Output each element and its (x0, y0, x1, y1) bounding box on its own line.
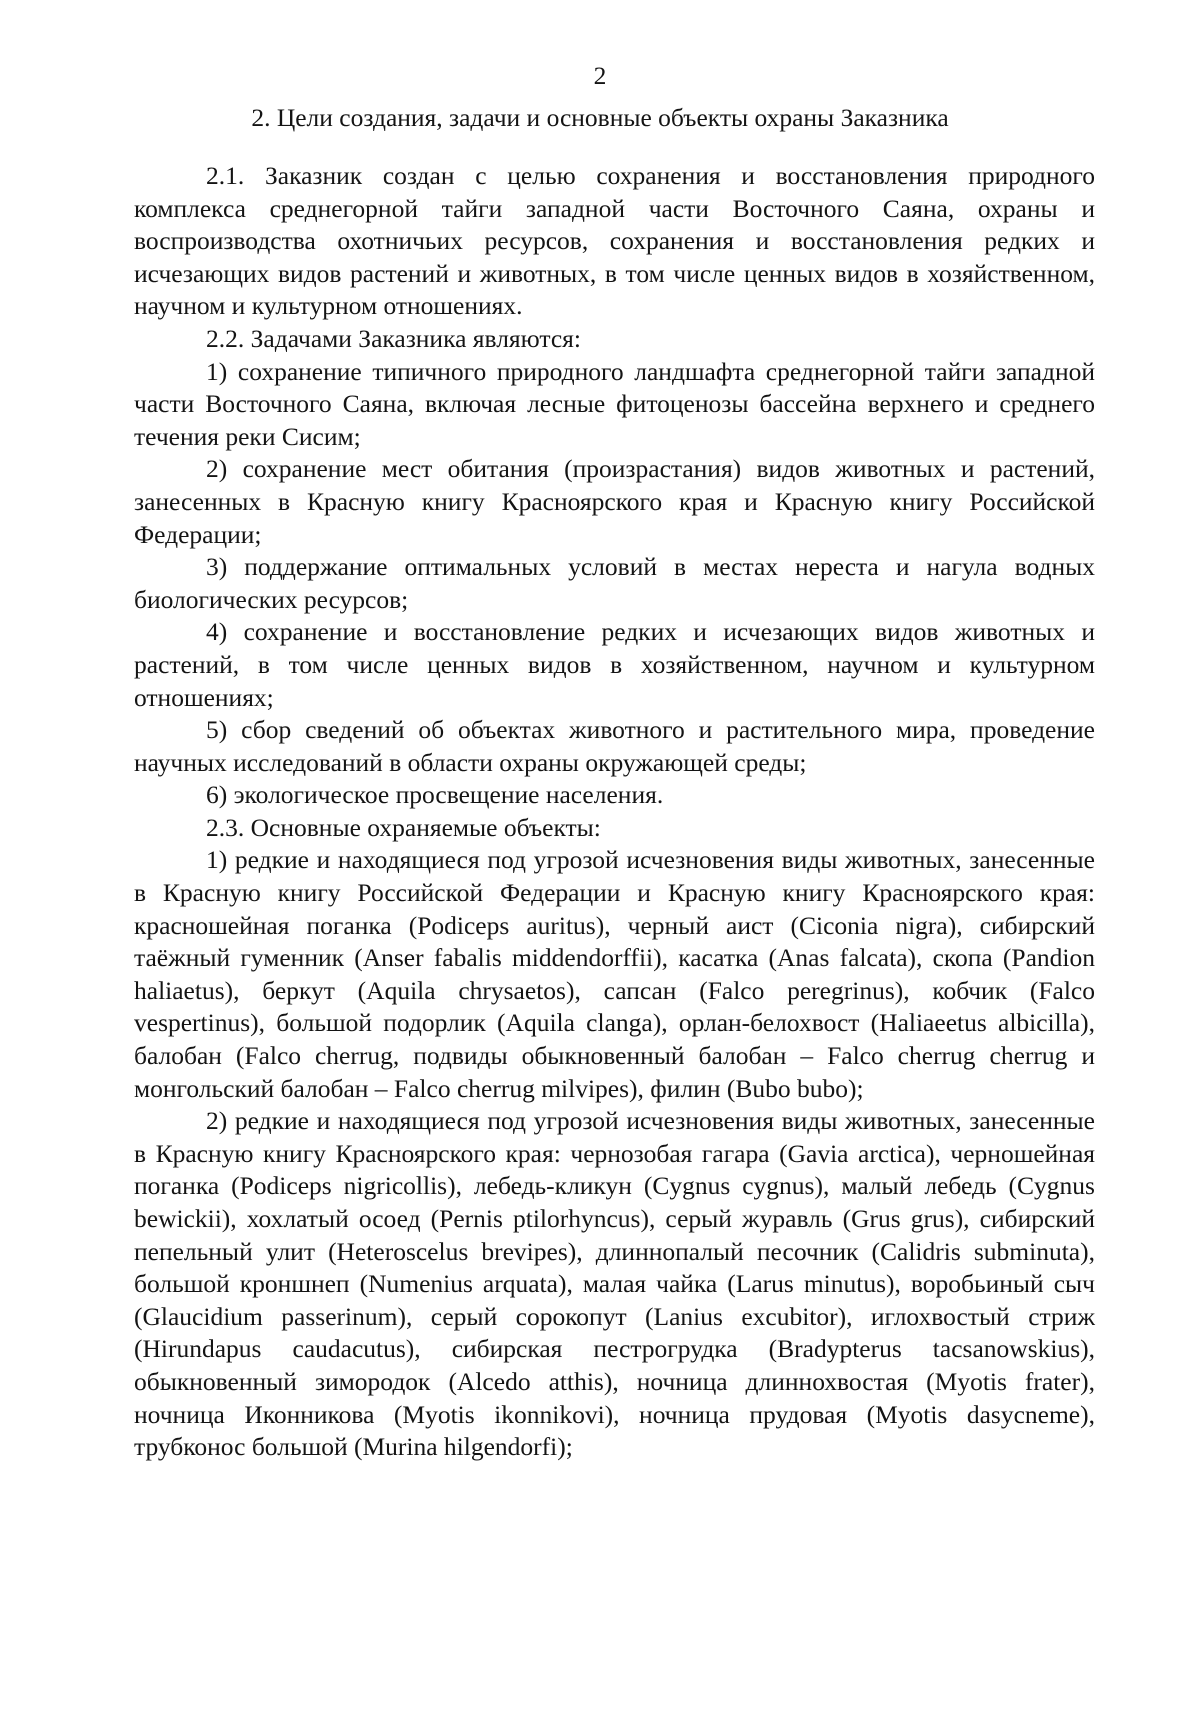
protected-objects-item-2: 2) редкие и находящиеся под угрозой исчезновения виды животных, занесенные в Красную книгу Красноярского края: чернозобая гагара (Gavia arctica), черношейная поганка (Podiceps nigricollis), лебедь-кликун (Cygnus cygnus), малый лебедь (Cygnus bewickii), хохлатый осоед (Pernis ptilorhyncus), серый журавль (Grus grus), сибирский пепельный улит (Heteroscelus brevipes), длиннопалый песочник (Calidris subminuta), большой кроншнеп (Numenius arquata), малая чайка (Larus minutus), воробьиный сыч (Glaucidium passerinum), серый сорокопут (Lanius excubitor), иглохвостый стриж (Hirundapus caudacutus), сибирская пестрогрудка (Bradypterus tacsanowskius), обыкновенный зимородок (Alcedo atthis), ночница длиннохвостая (Myotis frater), ночница Иконникова (Myotis ikonnikovi), ночница прудовая (Myotis dasycneme), трубконос большой (Murina hilgendorfi); (134, 1106, 1095, 1462)
task-item-3: 3) поддержание оптимальных условий в местах нереста и нагула водных биологических ресурсов; (134, 552, 1095, 614)
task-item-1: 1) сохранение типичного природного ландшафта среднегорной тайги западной части Восточного Саяна, включая лесные фитоценозы бассейна верхнего и среднего течения реки Сисим; (134, 356, 1095, 451)
protected-objects-item-1: 1) редкие и находящиеся под угрозой исчезновения виды животных, занесенные в Красную книгу Российской Федерации и Красную книгу Красноярского края: красношейная поганка (Podiceps auritus), черный аист (Ciconia nigra), сибирский таёжный гуменник (Anser fabalis middendorffii), касатка (Anas falcata), скопа (Pandion haliaetus), беркут (Aquila chrysaetos), сапсан (Falco peregrinus), кобчик (Falco vespertinus), большой подорлик (Aquila clanga), орлан-белохвост (Haliaeetus albicilla), балобан (Falco cherrug, подвиды обыкновенный балобан – Falco cherrug cherrug и монгольский балобан – Falco cherrug milvipes), филин (Bubo bubo); (134, 845, 1095, 1103)
task-item-5: 5) сбор сведений об объектах животного и растительного мира, проведение научных исследований в области охраны окружающей среды; (134, 715, 1095, 777)
task-item-4: 4) сохранение и восстановление редких и исчезающих видов животных и растений, в том числе ценных видов в хозяйственном, научном и культурном отношениях; (134, 617, 1095, 712)
paragraph-2-1: 2.1. Заказник создан с целью сохранения и восстановления природного комплекса среднегорной тайги западной части Восточного Саяна, охраны и воспроизводства охотничьих ресурсов, сохранения и восстановления редких и исчезающих видов растений и животных, в том числе ценных видов в хозяйственном, научном и культурном отношениях. (134, 161, 1095, 321)
task-item-2: 2) сохранение мест обитания (произрастания) видов животных и растений, занесенных в Красную книгу Красноярского края и Красную книгу Российской Федерации; (134, 454, 1095, 549)
page-number: 2 (593, 61, 607, 90)
section-title: 2. Цели создания, задачи и основные объекты охраны Заказника (251, 103, 949, 132)
section-body (134, 160, 1095, 1464)
task-item-6: 6) экологическое просвещение населения. (206, 780, 664, 810)
paragraph-2-3: 2.3. Основные охраняемые объекты: (206, 812, 601, 842)
paragraph-2-2: 2.2. Задачами Заказника являются: (206, 323, 581, 353)
